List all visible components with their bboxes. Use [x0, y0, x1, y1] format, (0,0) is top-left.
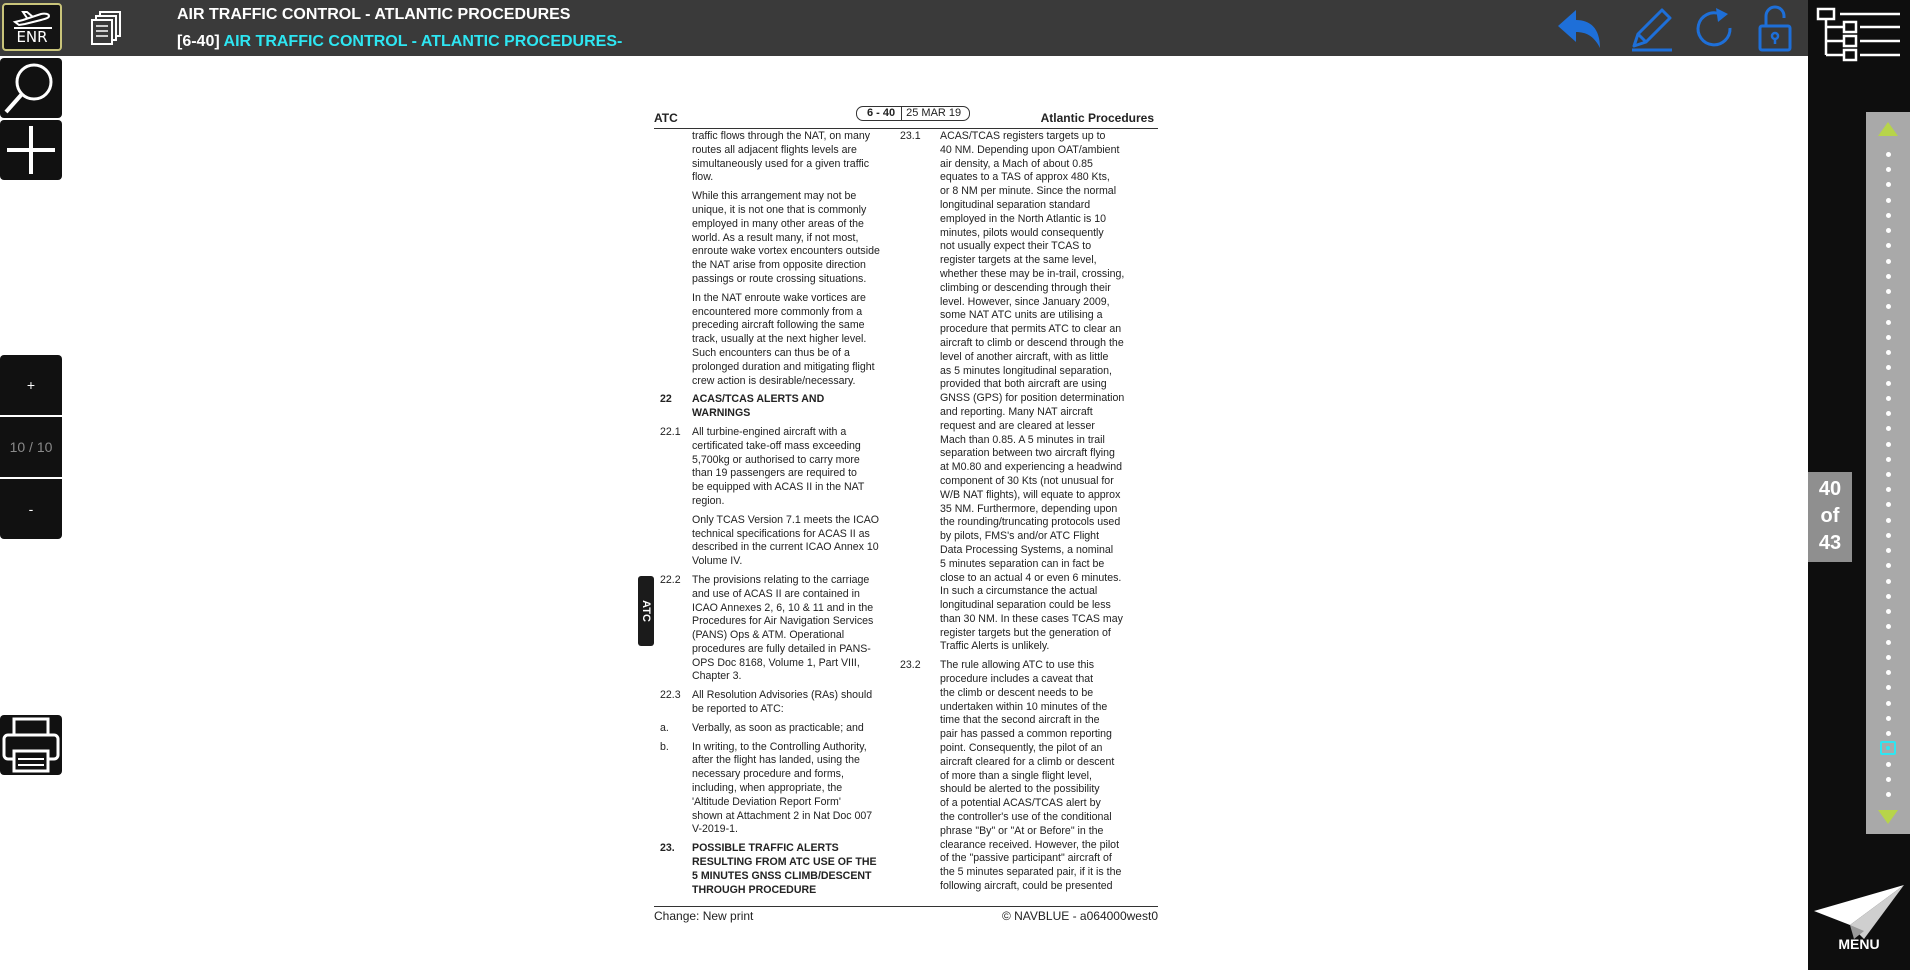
doc-paragraph — [648, 130, 893, 185]
doc-date: 25 MAR 19 — [906, 107, 962, 119]
paragraph-number: b. — [660, 740, 669, 753]
back-arrow-icon[interactable] — [1554, 4, 1604, 54]
page-dot[interactable] — [1886, 670, 1891, 675]
paragraph-text: The provisions relating to the carriage and use of ACAS II are contained in ICAO Annexes 2, 6, 10 & 11 and in the Procedures for Air Navigation Services (PANS) Ops & ATM. Operational procedures are fully detailed in PANS- OPS Doc 8168, Volume 1, Part VIII, Chapter 3. — [692, 573, 874, 683]
doc-paragraph — [900, 130, 1155, 654]
page-dot[interactable] — [1886, 152, 1891, 157]
page-dot[interactable] — [1886, 350, 1891, 355]
doc-paragraph — [648, 292, 893, 389]
side-tab-label: ATC — [640, 600, 652, 622]
page-dot[interactable] — [1886, 365, 1891, 370]
page-dot[interactable] — [1886, 442, 1891, 447]
page-dot[interactable] — [1886, 274, 1891, 279]
page-dot[interactable] — [1886, 426, 1891, 431]
page-track[interactable] — [1866, 112, 1910, 834]
page-dot[interactable] — [1886, 259, 1891, 264]
doc-footer-left: Change: New print — [654, 909, 754, 923]
page-dot[interactable] — [1886, 594, 1891, 599]
paragraph-text: ACAS/TCAS ALERTS AND WARNINGS — [692, 393, 825, 420]
paragraph-number: 23.2 — [900, 659, 921, 672]
document-page — [648, 100, 1158, 930]
doc-paragraph — [648, 574, 893, 684]
airplane-icon — [11, 8, 55, 30]
page-dot[interactable] — [1886, 777, 1891, 782]
page-down-arrow-icon[interactable] — [1878, 810, 1898, 824]
search-icon — [0, 58, 60, 118]
chart-ref: [6-40] — [177, 33, 220, 50]
search-button[interactable] — [0, 58, 62, 118]
unlock-icon[interactable] — [1752, 4, 1802, 54]
page-dot[interactable] — [1886, 762, 1891, 767]
paragraph-text: The rule allowing ATC to use this procedure includes a caveat that the climb or descent needs to be undertaken within 10 minutes of the time that the second aircraft in the pair has passed a common reporting point. Consequently, the pilot of an aircraft cleared for a climb or descent of more than a single flight level, should be alerted to the possibility of a potential ACAS/TCAS alert by the controller's use of the conditional phrase "By" or "At or Before" in the clearance received. However, the pilot of the "passive participant" aircraft of the 5 minutes separated pair, if it is the following aircraft, could be presented — [940, 659, 1122, 893]
chart-title: AIR TRAFFIC CONTROL - ATLANTIC PROCEDURES — [177, 6, 571, 23]
zoom-out-button[interactable]: - — [0, 479, 62, 539]
page-dot[interactable] — [1886, 792, 1891, 797]
add-button[interactable] — [0, 120, 62, 180]
toc-button[interactable] — [1808, 0, 1910, 70]
tree-icon — [1814, 5, 1904, 65]
enr-button[interactable] — [2, 3, 62, 51]
page-dot[interactable] — [1886, 609, 1891, 614]
paper-plane-icon — [1810, 881, 1908, 941]
page-dot[interactable] — [1886, 381, 1891, 386]
page-dot[interactable] — [1886, 579, 1891, 584]
paragraph-number: 23. — [660, 842, 675, 855]
page-dot[interactable] — [1886, 198, 1891, 203]
doc-footer-right: © NAVBLUE - a064000west0 — [1001, 909, 1158, 923]
doc-header-left: ATC — [654, 111, 678, 125]
page-dot[interactable] — [1886, 518, 1891, 523]
page-dot-current[interactable] — [1880, 741, 1896, 755]
doc-paragraph — [648, 689, 893, 717]
print-button[interactable] — [0, 715, 62, 775]
page-dot[interactable] — [1886, 182, 1891, 187]
paragraph-text: In the NAT enroute wake vortices are encountered more commonly from a preceding aircraft following the same track, usually at the next higher level. Such encounters can thus be of a prolonged duration and mitigating flight crew action is desirable/necessary. — [692, 291, 875, 387]
chart-name: AIR TRAFFIC CONTROL - ATLANTIC PROCEDURES- — [223, 33, 623, 50]
zoom-in-button[interactable]: + — [0, 355, 62, 415]
paragraph-number: 22.2 — [660, 573, 681, 586]
paragraph-text: Verbally, as soon as practicable; and — [692, 721, 864, 734]
page-dot[interactable] — [1886, 685, 1891, 690]
doc-paragraph — [648, 426, 893, 509]
doc-paragraph — [648, 842, 893, 897]
page-dot[interactable] — [1886, 228, 1891, 233]
page-dot[interactable] — [1886, 731, 1891, 736]
paragraph-text: traffic flows through the NAT, on many routes all adjacent flights levels are simultaneously used for a given traffic flow. — [692, 130, 871, 184]
doc-paragraph — [648, 741, 893, 838]
paragraph-number: 22.1 — [660, 425, 681, 438]
page-dot[interactable] — [1886, 335, 1891, 340]
page-dot[interactable] — [1886, 563, 1891, 568]
plus-icon — [0, 120, 62, 180]
doc-paragraph — [648, 514, 893, 569]
page-dot[interactable] — [1886, 457, 1891, 462]
doc-header-right: Atlantic Procedures — [1040, 111, 1154, 125]
page-dot[interactable] — [1886, 320, 1891, 325]
doc-footer-rule — [654, 906, 1158, 907]
page-dot[interactable] — [1886, 289, 1891, 294]
page-total: 43 — [1818, 532, 1842, 554]
page-dot[interactable] — [1886, 167, 1891, 172]
paragraph-text: All turbine-engined aircraft with a certificated take-off mass exceeding 5,700kg or authorised to carry more than 19 passengers are required to be equipped with ACAS II in the NAT region. — [692, 425, 865, 507]
doc-paragraph — [648, 722, 893, 736]
page-dot[interactable] — [1886, 213, 1891, 218]
page-dot[interactable] — [1886, 411, 1891, 416]
doc-header-box — [856, 106, 970, 121]
page-dot[interactable] — [1886, 502, 1891, 507]
page-dot[interactable] — [1886, 640, 1891, 645]
doc-left-column — [648, 130, 893, 902]
printer-icon — [0, 715, 62, 775]
page-dot[interactable] — [1886, 396, 1891, 401]
paragraph-text: ACAS/TCAS registers targets up to 40 NM. Depending upon OAT/ambient air density, a Mach of about 0.85 equates to a TAS of approx 480 Kts, or 8 NM per minute. Since the normal longitudinal separation standard employed in the North Atlantic is 10 minutes, pilots would consequently not usually expect their TCAS to register targets at the same level, whether these may be in-trail, crossing, climbing or descending through their level. However, since January 2009, some NAT ATC units are utilising a procedure that permits ATC to clear an aircraft to climb or descend through the level of another aircraft, with as little as 5 minutes longitudinal separation, provided that both aircraft are using GNSS (GPS) for position determination and reporting. Many NAT aircraft request and are cleared at lesser Mach than 0.85. A 5 minutes in trail separation between two aircraft flying at M0.80 and experiencing a headwind component of 30 Kts (not unusual for W/B NAT flights), will equate to approx 35 NM. Furthermore, depending upon the rounding/truncating protocols used by pilots, FMS's and/or ATC Flight Data Processing Systems, a nominal 5 minutes separation can in fact be close to an actual 4 or even 6 minutes. In such a circumstance the actual longitudinal separation could be less than 30 NM. In these cases TCAS may register targets but the generation of Traffic Alerts is unlikely. — [940, 130, 1125, 653]
zoom-level: 10 / 10 — [0, 417, 62, 477]
pencil-icon[interactable] — [1626, 4, 1676, 54]
page-dot[interactable] — [1886, 655, 1891, 660]
documents-icon[interactable] — [90, 10, 124, 46]
doc-right-column — [900, 130, 1155, 899]
page-dot[interactable] — [1886, 304, 1891, 309]
rotate-icon[interactable] — [1690, 4, 1740, 54]
page-dot[interactable] — [1886, 701, 1891, 706]
page-current: 40 — [1818, 478, 1842, 500]
paragraph-number: a. — [660, 721, 669, 734]
page-of: of — [1820, 505, 1840, 527]
doc-paragraph — [648, 190, 893, 287]
top-bar — [0, 0, 1808, 56]
menu-label: MENU — [1838, 936, 1880, 952]
paragraph-text: In writing, to the Controlling Authority, after the flight has landed, using the necessary procedure and forms, including, when appropriate, the 'Altitude Deviation Report Form' shown at Attachment 2 in Nat Doc 007 V-2019-1. — [692, 740, 873, 836]
page-indicator — [1808, 472, 1852, 562]
doc-paragraph — [900, 659, 1155, 894]
page-dot[interactable] — [1886, 533, 1891, 538]
paragraph-number: 22 — [660, 393, 672, 406]
paragraph-number: 23.1 — [900, 130, 921, 142]
menu-button[interactable] — [1808, 875, 1910, 970]
paragraph-text: While this arrangement may not be unique, it is not one that is commonly employed in many other areas of the world. As a result many, if not most, enroute wake vortex encounters outside the NAT arise from opposite direction passings or route crossing situations. — [692, 190, 880, 285]
doc-header-rule — [654, 128, 1158, 129]
page-dot[interactable] — [1886, 548, 1891, 553]
doc-paragraph — [648, 393, 893, 421]
enr-label: ENR — [16, 28, 48, 46]
page-dot[interactable] — [1886, 472, 1891, 477]
page-dot[interactable] — [1886, 243, 1891, 248]
doc-page-number: 6 - 40 — [857, 107, 902, 120]
paragraph-text: All Resolution Advisories (RAs) should be reported to ATC: — [692, 689, 873, 716]
page-dot[interactable] — [1886, 716, 1891, 721]
page-up-arrow-icon[interactable] — [1878, 122, 1898, 136]
page-dot[interactable] — [1886, 624, 1891, 629]
paragraph-text: POSSIBLE TRAFFIC ALERTS RESULTING FROM ATC USE OF THE 5 MINUTES GNSS CLIMB/DESCENT THROUGH PROCEDURE — [692, 842, 877, 896]
chart-subtitle — [177, 33, 622, 51]
paragraph-number: 22.3 — [660, 689, 681, 702]
side-tab[interactable] — [638, 576, 654, 646]
page-dot[interactable] — [1886, 487, 1891, 492]
paragraph-text: Only TCAS Version 7.1 meets the ICAO technical specifications for ACAS II as described in the current ICAO Annex 10 Volume IV. — [692, 513, 880, 568]
